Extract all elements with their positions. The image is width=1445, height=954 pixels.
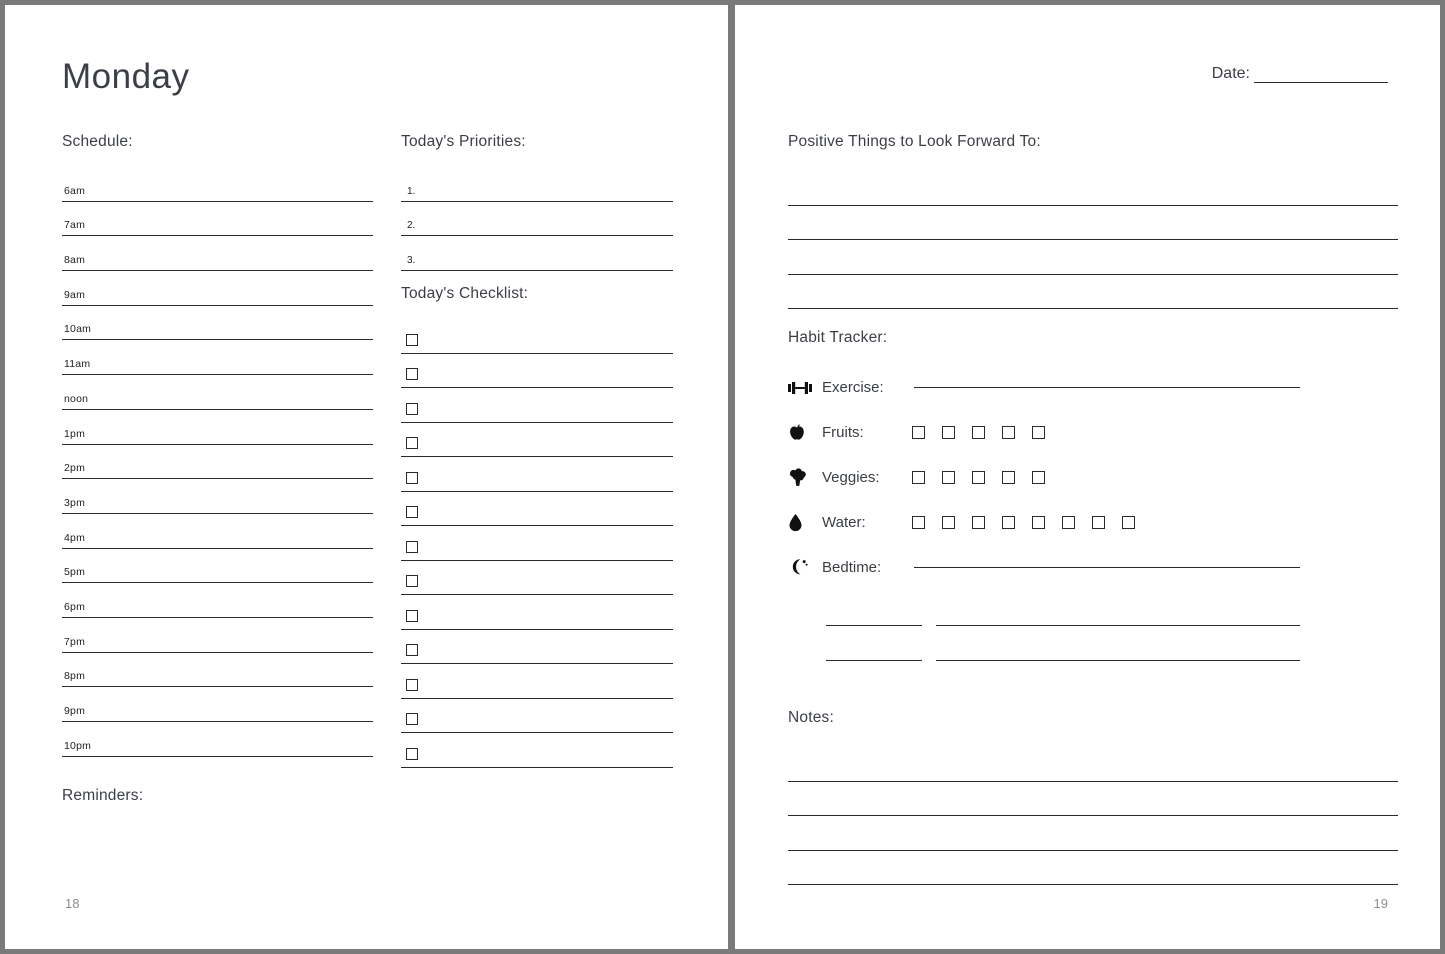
habit-input-line[interactable] xyxy=(914,387,1300,388)
checkbox-icon[interactable] xyxy=(1032,516,1045,529)
schedule-hour-label: 5pm xyxy=(64,566,86,579)
habit-extra-value-line[interactable] xyxy=(936,625,1300,626)
checkbox-icon[interactable] xyxy=(972,471,985,484)
schedule-hour-label: 11am xyxy=(64,358,91,371)
priority-row[interactable] xyxy=(401,202,673,237)
date-input-line[interactable] xyxy=(1254,67,1388,83)
reminders-label: Reminders: xyxy=(62,787,144,804)
schedule-row[interactable] xyxy=(62,236,373,271)
dumbbell-icon xyxy=(788,381,822,395)
checkbox-icon[interactable] xyxy=(406,403,418,415)
schedule-row[interactable] xyxy=(62,479,373,514)
checkbox-icon[interactable] xyxy=(406,368,418,380)
schedule-rows xyxy=(62,167,373,757)
checkbox-icon[interactable] xyxy=(912,516,925,529)
checklist-row[interactable] xyxy=(401,457,673,492)
priority-number: 1. xyxy=(407,185,416,197)
checkbox-icon[interactable] xyxy=(406,679,418,691)
schedule-row[interactable] xyxy=(62,687,373,722)
checklist-row[interactable] xyxy=(401,526,673,561)
schedule-row[interactable] xyxy=(62,618,373,653)
checklist-rows xyxy=(401,319,673,768)
checkbox-icon[interactable] xyxy=(912,426,925,439)
apple-icon xyxy=(788,423,822,442)
habit-checkboxes xyxy=(912,516,1135,529)
write-line[interactable] xyxy=(788,747,1398,782)
write-line[interactable] xyxy=(788,816,1398,851)
write-line[interactable] xyxy=(788,171,1398,206)
schedule-hour-label: 4pm xyxy=(64,531,86,544)
checklist-row[interactable] xyxy=(401,492,673,527)
schedule-hour-label: 10pm xyxy=(64,739,92,752)
write-line[interactable] xyxy=(788,206,1398,241)
write-line[interactable] xyxy=(788,275,1398,310)
notes-lines xyxy=(788,747,1398,885)
positive-things-section xyxy=(788,133,1398,309)
notes-label: Notes: xyxy=(788,709,834,726)
checkbox-icon[interactable] xyxy=(1092,516,1105,529)
checkbox-icon[interactable] xyxy=(406,713,418,725)
right-page xyxy=(735,5,1440,949)
priorities-label: Today's Priorities: xyxy=(401,133,526,150)
habit-tracker-label: Habit Tracker: xyxy=(788,329,888,346)
schedule-hour-label: 6pm xyxy=(64,600,86,613)
schedule-row[interactable] xyxy=(62,445,373,480)
checkbox-icon[interactable] xyxy=(406,334,418,346)
checklist-row[interactable] xyxy=(401,319,673,354)
checkbox-icon[interactable] xyxy=(1032,471,1045,484)
habit-name: Bedtime: xyxy=(822,559,882,576)
priorities-rows xyxy=(401,167,673,271)
schedule-row[interactable] xyxy=(62,549,373,584)
schedule-hour-label: 9pm xyxy=(64,705,86,717)
habit-checkboxes xyxy=(912,426,1045,439)
schedule-hour-label: 2pm xyxy=(64,462,86,475)
broccoli-icon xyxy=(788,468,822,487)
schedule-row[interactable] xyxy=(62,202,373,237)
checklist-row[interactable] xyxy=(401,595,673,630)
checklist-row[interactable] xyxy=(401,561,673,596)
checkbox-icon[interactable] xyxy=(406,506,418,518)
schedule-hour-label: 8am xyxy=(64,254,86,267)
checkbox-icon[interactable] xyxy=(942,471,955,484)
schedule-row[interactable] xyxy=(62,514,373,549)
habit-row-veggies xyxy=(788,455,1398,500)
priority-number: 2. xyxy=(407,220,416,232)
date-field[interactable] xyxy=(1212,65,1388,83)
priorities-section xyxy=(401,133,673,768)
page-title: Monday xyxy=(62,57,190,96)
checklist-row[interactable] xyxy=(401,733,673,768)
checkbox-icon[interactable] xyxy=(912,471,925,484)
write-line[interactable] xyxy=(788,782,1398,817)
page-number-left: 18 xyxy=(65,896,80,911)
schedule-hour-label: 9am xyxy=(64,288,86,301)
habit-extra-rows xyxy=(788,591,1398,661)
checkbox-icon[interactable] xyxy=(972,516,985,529)
habit-extra-name-line[interactable] xyxy=(826,625,922,626)
schedule-hour-label: 10am xyxy=(64,323,92,336)
date-label: Date: xyxy=(1211,65,1250,82)
schedule-hour-label: noon xyxy=(64,392,89,405)
notes-section xyxy=(788,709,1398,885)
schedule-hour-label: 7am xyxy=(64,219,86,232)
checklist-row[interactable] xyxy=(401,354,673,389)
habit-name: Fruits: xyxy=(822,424,864,441)
schedule-hour-label: 8pm xyxy=(64,670,86,683)
habit-row-exercise xyxy=(788,365,1398,410)
left-page xyxy=(5,5,728,949)
write-line[interactable] xyxy=(788,240,1398,275)
write-line[interactable] xyxy=(788,851,1398,886)
schedule-row[interactable] xyxy=(62,340,373,375)
schedule-row[interactable] xyxy=(62,410,373,445)
checkbox-icon[interactable] xyxy=(1002,426,1015,439)
schedule-hour-label: 6am xyxy=(64,184,86,197)
checkbox-icon[interactable] xyxy=(1062,516,1075,529)
schedule-row[interactable] xyxy=(62,722,373,757)
checklist-row[interactable] xyxy=(401,699,673,734)
checkbox-icon[interactable] xyxy=(1002,516,1015,529)
checkbox-icon[interactable] xyxy=(406,610,418,622)
habit-row-fruits xyxy=(788,410,1398,455)
page-gutter xyxy=(728,5,735,949)
schedule-row[interactable] xyxy=(62,583,373,618)
habit-name: Water: xyxy=(822,514,866,531)
habit-checkboxes xyxy=(912,471,1045,484)
schedule-section xyxy=(62,133,373,757)
schedule-row[interactable] xyxy=(62,375,373,410)
habit-row-water xyxy=(788,500,1398,545)
positive-things-lines xyxy=(788,171,1398,309)
positive-things-label: Positive Things to Look Forward To: xyxy=(788,133,1041,150)
habit-extra-row xyxy=(788,626,1398,661)
checkbox-icon[interactable] xyxy=(1032,426,1045,439)
checkbox-icon[interactable] xyxy=(1122,516,1135,529)
checklist-label: Today's Checklist: xyxy=(401,285,529,303)
habit-extra-name-line[interactable] xyxy=(826,660,922,661)
schedule-row[interactable] xyxy=(62,306,373,341)
checkbox-icon[interactable] xyxy=(406,748,418,760)
planner-spread xyxy=(5,5,1440,949)
schedule-row[interactable] xyxy=(62,271,373,306)
habit-name: Veggies: xyxy=(822,469,880,486)
checkbox-icon[interactable] xyxy=(406,437,418,449)
checklist-row[interactable] xyxy=(401,423,673,458)
priority-row[interactable] xyxy=(401,236,673,271)
habit-tracker-rows xyxy=(788,365,1398,590)
checklist-row[interactable] xyxy=(401,388,673,423)
habit-name: Exercise: xyxy=(822,379,884,396)
moon-icon xyxy=(788,558,822,577)
priority-number: 3. xyxy=(407,255,416,267)
checkbox-icon[interactable] xyxy=(406,541,418,553)
checklist-row[interactable] xyxy=(401,630,673,665)
schedule-hour-label: 3pm xyxy=(64,496,86,509)
water-drop-icon xyxy=(788,513,822,532)
checkbox-icon[interactable] xyxy=(972,426,985,439)
priority-row[interactable] xyxy=(401,167,673,202)
checkbox-icon[interactable] xyxy=(406,644,418,656)
habit-input-line[interactable] xyxy=(914,567,1300,568)
checkbox-icon[interactable] xyxy=(406,472,418,484)
schedule-label: Schedule: xyxy=(62,133,133,150)
schedule-hour-label: 7pm xyxy=(64,635,86,648)
schedule-row[interactable] xyxy=(62,653,373,688)
habit-row-bedtime xyxy=(788,545,1398,590)
checklist-row[interactable] xyxy=(401,664,673,699)
habit-extra-value-line[interactable] xyxy=(936,660,1300,661)
habit-extra-row xyxy=(788,591,1398,626)
checkbox-icon[interactable] xyxy=(942,426,955,439)
schedule-row[interactable] xyxy=(62,167,373,202)
checkbox-icon[interactable] xyxy=(1002,471,1015,484)
page-number-right: 19 xyxy=(1373,896,1388,911)
checkbox-icon[interactable] xyxy=(406,575,418,587)
checkbox-icon[interactable] xyxy=(942,516,955,529)
schedule-hour-label: 1pm xyxy=(64,427,86,440)
